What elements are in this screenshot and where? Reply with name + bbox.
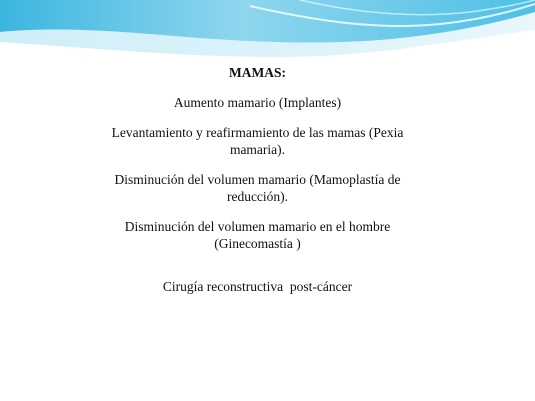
list-item [60,278,455,295]
item-line: Levantamiento y reafirmamiento de las mamas (Pexia [111,125,404,140]
list-item [60,124,455,158]
header-wave-decoration [0,0,535,70]
item-line: Cirugía reconstructiva post-cáncer [162,279,353,294]
list-item [60,171,455,205]
list-item [60,218,455,252]
item-line: mamaria). [229,142,286,157]
item-line: Disminución del volumen mamario (Mamoplastía de [114,172,401,187]
item-line: reducción). [226,189,289,204]
slide-content [60,64,455,308]
item-line: Aumento mamario (Implantes) [173,95,342,110]
slide-title: MAMAS: [229,65,286,80]
list-item [60,94,455,111]
item-line: (Ginecomastía ) [214,236,301,251]
item-line: Disminución del volumen mamario en el hombre [124,219,391,234]
